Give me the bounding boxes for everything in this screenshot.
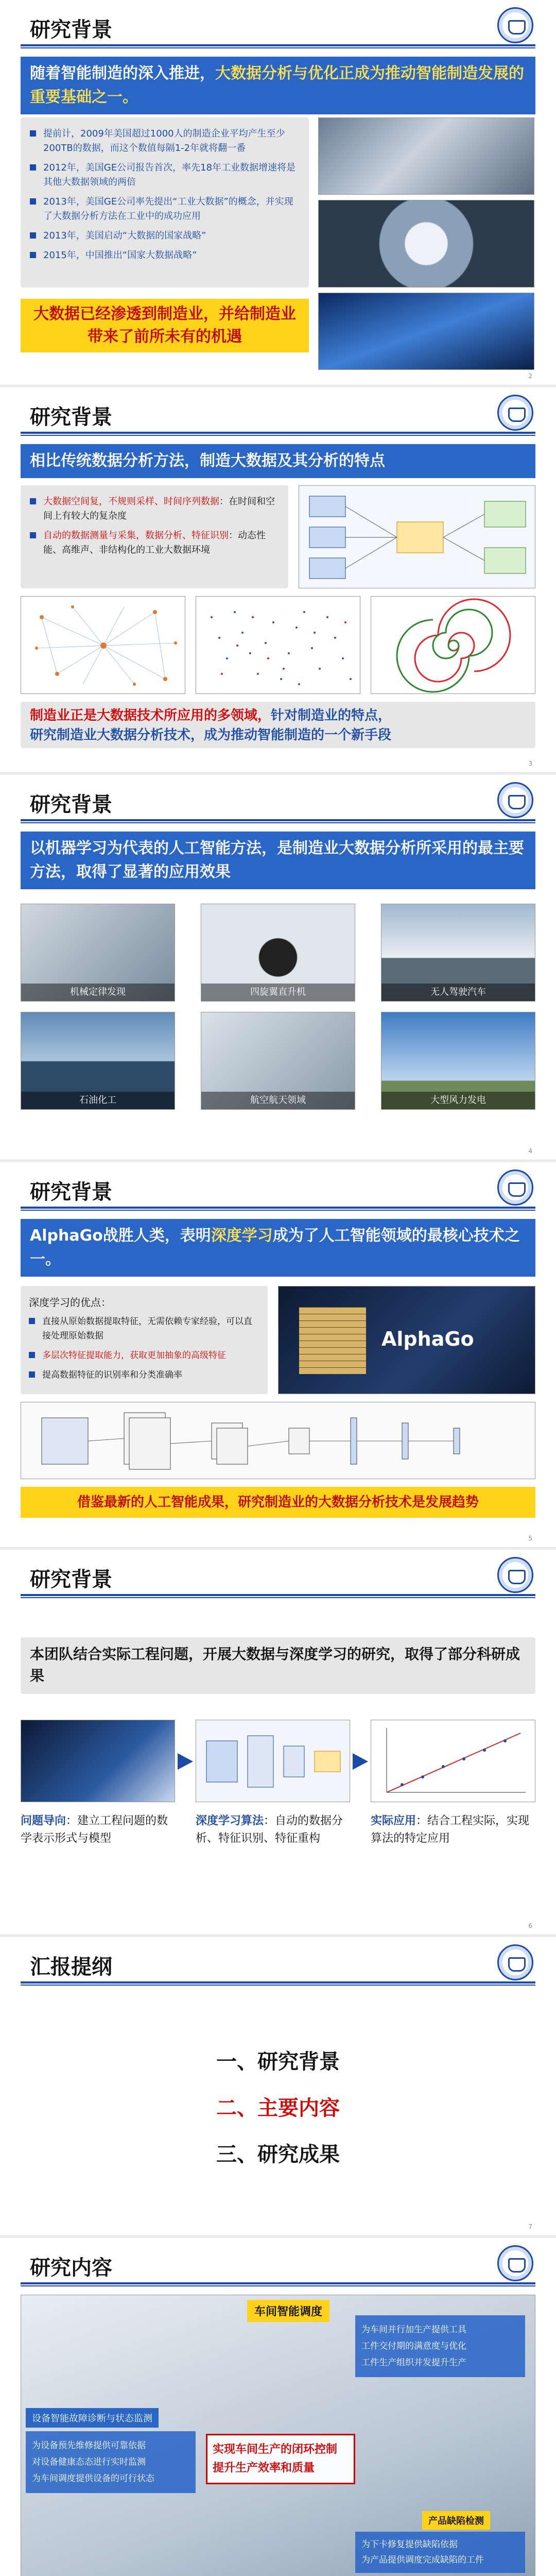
product-box <box>355 2532 525 2573</box>
slide-title: 研究背景 <box>30 1180 112 1204</box>
bullet-item <box>30 495 279 523</box>
bullet-box <box>21 485 288 588</box>
advantages-box <box>21 1286 268 1394</box>
scheduling-item: 工件生产组织并发提升生产 <box>361 2358 466 2368</box>
diagnosis-box <box>26 2431 196 2493</box>
caption-highlight: 实际应用 <box>371 1815 416 1827</box>
slide-3 <box>0 775 556 1160</box>
outline-item-results: 三、研究成果 <box>216 2143 340 2166</box>
slide-title: 研究背景 <box>30 18 112 42</box>
bullet-list <box>30 495 279 557</box>
caption-rest: ：结合工程实际，实现算法的特定应用 <box>371 1815 530 1845</box>
header-highlight: 大数据分析与优化正成为推动智能制造发展的重要基础之一。 <box>30 64 524 106</box>
title-underline <box>21 1981 535 1984</box>
photo-aerospace <box>201 1012 355 1110</box>
photo-quadrotor <box>201 904 355 1002</box>
arrow-icon <box>178 1753 193 1770</box>
bullet-item: 2012年，美国GE公司报告首次，率先18年工业数据增速将是其他大数据领域的两倍 <box>30 161 300 190</box>
header-box: 以机器学习为代表的人工智能方法，是制造业大数据分析所采用的最主要方法，取得了显著的应用效果 <box>21 832 535 889</box>
result-graphic <box>371 1720 535 1802</box>
diagnosis-item: 为设备预先维修提供可靠依据 <box>32 2441 146 2451</box>
photo-caption: 机械定律发现 <box>21 984 175 1001</box>
advantages-list <box>29 1314 259 1382</box>
photo-caption: 大型风力发电 <box>381 1092 535 1109</box>
diagnosis-item: 对设备健康态态进行实时监测 <box>32 2457 146 2467</box>
data-diagram-image <box>299 485 535 588</box>
go-board-icon <box>299 1307 366 1374</box>
page-number: 4 <box>528 1147 532 1155</box>
advantage-item: 直接从原始数据提取特征，无需依赖专家经验，可以直接处理原始数据 <box>29 1314 259 1343</box>
bullet-box <box>21 117 309 287</box>
slide-4 <box>0 1162 556 1548</box>
top-label-box: 车间智能调度 <box>247 2300 329 2322</box>
photo-mechanical-law <box>21 904 175 1002</box>
photo-wind-power <box>381 1012 535 1110</box>
university-logo-icon <box>497 1170 533 1206</box>
center-goal-line: 实现车间生产的闭环控制 <box>213 2443 338 2456</box>
bottom-highlight-1: 针对制造业的特点， <box>271 708 392 723</box>
diagram-graphic <box>299 486 535 588</box>
bullet-rest: ：动态性能、高维声、非结构化的工业大数据环境 <box>43 530 266 555</box>
factory-robot-photo <box>318 117 534 195</box>
page-number: 7 <box>528 2223 532 2230</box>
university-logo-icon <box>497 1944 533 1980</box>
caption-highlight: 问题导向 <box>21 1815 66 1827</box>
header-box <box>21 57 535 114</box>
photo-self-driving <box>381 904 535 1002</box>
slide-title: 研究内容 <box>30 2256 112 2280</box>
caption-algorithm <box>196 1812 350 1848</box>
advantage-item: 提高数据特征的识别率和分类准确率 <box>29 1368 259 1382</box>
satellite-photo <box>21 1720 175 1802</box>
slide-2 <box>0 387 556 773</box>
bullet-item: 2015年，中国推出“国家大数据战略” <box>30 248 300 263</box>
scheduling-box <box>355 2315 525 2377</box>
slide-title: 汇报提纲 <box>30 1955 112 1979</box>
caption-problem <box>21 1812 175 1848</box>
network-graphic <box>21 597 185 694</box>
slide-title: 研究背景 <box>30 405 112 429</box>
left-label-box: 设备智能故障诊断与状态监测 <box>26 2408 159 2428</box>
center-goal-box <box>206 2434 355 2484</box>
arrow-icon <box>353 1753 368 1770</box>
university-logo-icon <box>497 782 533 818</box>
photo-caption: 四旋翼直升机 <box>201 984 355 1001</box>
bullet-label: 大数据空间复，不规则采样、时间序列数据 <box>43 496 219 507</box>
bullet-list <box>30 127 300 263</box>
header-plain: 随着智能制造的深入推进， <box>30 64 215 82</box>
bottom-box <box>21 702 535 748</box>
outline-item-background: 一、研究背景 <box>216 2050 340 2074</box>
cnn-graphic <box>21 1402 535 1479</box>
network-graph-image <box>21 596 185 694</box>
bottom-highlight-box: 大数据已经渗透到制造业，并给制造业带来了前所未有的机遇 <box>21 299 309 352</box>
bullet-item: 2013年，美国启动“大数据的国家战略” <box>30 229 300 243</box>
advantages-title: 深度学习的优点： <box>29 1296 111 1309</box>
title-underline <box>21 1207 535 1209</box>
scheduling-item: 为车间并行加生产提供工具 <box>361 2325 466 2335</box>
header-rest: 成为了人工智能领域的最核心技术之一。 <box>30 1227 520 1268</box>
header-box: 相比传统数据分析方法，制造大数据及其分析的特点 <box>21 444 535 478</box>
caption-rest: ：自动的数据分析、特征识别、特征重构 <box>196 1815 343 1845</box>
university-logo-icon <box>497 2245 533 2281</box>
title-underline <box>21 432 535 434</box>
photo-caption: 无人驾驶汽车 <box>381 984 535 1001</box>
header-plain: AlphaGo战胜人类，表明 <box>30 1227 211 1245</box>
bullet-item: 2013年，美国GE公司率先提出“工业大数据”的概念，并实现了大数据分析方法在工业中的成功应用 <box>30 195 300 224</box>
page-number: 3 <box>528 760 532 767</box>
slide-5 <box>0 1550 556 1935</box>
page-number: 5 <box>528 1535 532 1542</box>
outline-item-content: 二、主要内容 <box>216 2096 340 2120</box>
product-item: 为产品提供调度完成缺陷的工件 <box>361 2555 484 2565</box>
header-highlight: 深度学习 <box>211 1227 273 1245</box>
slide-title: 研究背景 <box>30 1568 112 1591</box>
university-logo-icon <box>497 395 533 431</box>
product-item: 为下卡修复提供缺陷依据 <box>361 2539 458 2550</box>
slide-7 <box>0 2238 556 2576</box>
caption-application <box>371 1812 535 1848</box>
page-number: 6 <box>528 1922 532 1929</box>
bullet-item: 提前计，2009年美国超过1000人的制造企业平均产生至少200TB的数据，而这个数值每隔1-2年就将翻一番 <box>30 127 300 156</box>
result-plot-image <box>371 1720 535 1802</box>
bottom-highlight-2: 研究制造业大数据分析技术，成为推动智能制造的一个新手段 <box>30 727 392 743</box>
center-goal-line: 提升生产效率和质量 <box>213 2462 315 2475</box>
bullet-rest: ：在时间和空间上有较大的复杂度 <box>43 496 275 521</box>
caption-rest: ：建立工程问题的数学表示形式与模型 <box>21 1815 168 1845</box>
alphago-logo-text: AlphaGo <box>381 1328 474 1350</box>
bullet-label: 自动的数据测量与采集，数据分析、特征识别 <box>43 530 229 541</box>
advantage-item: 多层次特征提取能力，获取更加抽象的高级特征 <box>29 1348 259 1363</box>
title-underline <box>21 1594 535 1596</box>
photo-caption: 石油化工 <box>21 1092 175 1109</box>
slide-title: 研究背景 <box>30 793 112 817</box>
bottom-highlight-box: 借鉴最新的人工智能成果，研究制造业的大数据分析技术是发展趋势 <box>21 1487 535 1518</box>
slide-6 <box>0 1937 556 2236</box>
header-box <box>21 1219 535 1277</box>
spiral-plot-image <box>371 596 535 694</box>
university-logo-icon <box>497 7 533 43</box>
page-number: 2 <box>528 372 532 380</box>
diagnosis-item: 为车间调度提供设备的可行状态 <box>32 2473 154 2484</box>
title-underline <box>21 819 535 821</box>
network-architecture-image <box>196 1720 350 1802</box>
scatter-graphic <box>196 597 360 694</box>
title-underline <box>21 44 535 46</box>
bottom-plain: 制造业正是大数据技术所应用的多领域， <box>30 708 271 723</box>
architecture-graphic <box>196 1720 350 1802</box>
header-box: 本团队结合实际工程问题，开展大数据与深度学习的研究，取得了部分科研成果 <box>21 1637 535 1694</box>
turbine-engine-photo <box>318 200 534 287</box>
bullet-item <box>30 529 279 557</box>
spiral-graphic <box>371 597 535 694</box>
scheduling-item: 工件交付期的满意度与优化 <box>361 2341 466 2351</box>
photo-caption: 航空航天领域 <box>201 1092 355 1109</box>
digital-hand-photo <box>318 293 534 370</box>
alphago-image <box>278 1286 535 1394</box>
caption-highlight: 深度学习算法 <box>196 1815 264 1827</box>
university-logo-icon <box>497 1557 533 1593</box>
scatter-plot-image <box>196 596 360 694</box>
slide-1 <box>0 0 556 385</box>
cnn-diagram-image <box>21 1402 535 1479</box>
photo-petrochemical <box>21 1012 175 1110</box>
title-underline <box>21 2282 535 2284</box>
product-label-box: 产品缺陷检测 <box>422 2511 490 2530</box>
